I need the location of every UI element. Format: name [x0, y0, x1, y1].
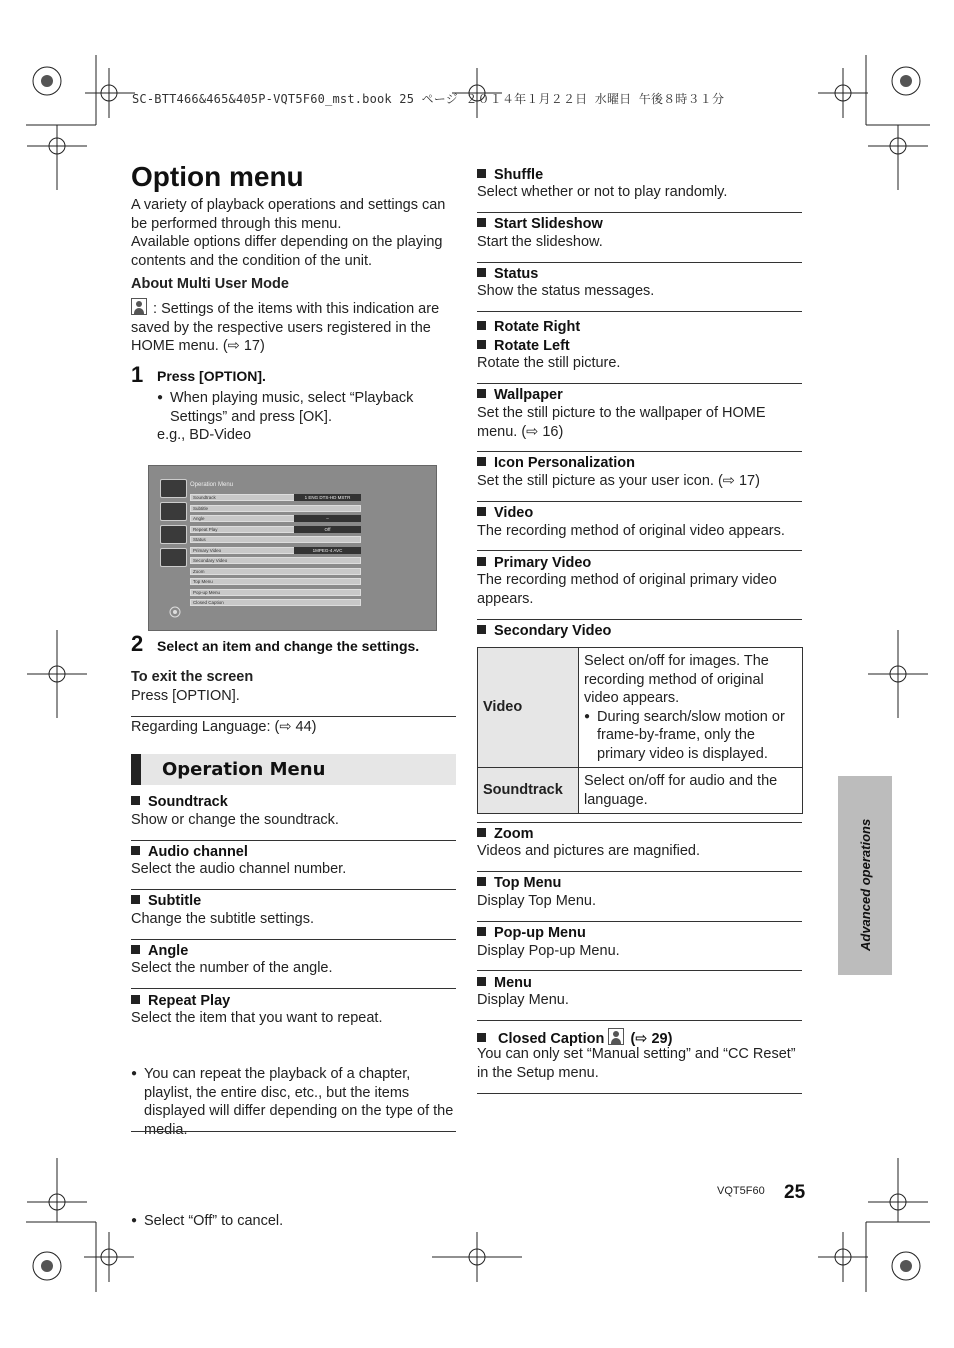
divider — [131, 889, 456, 890]
side-tab — [838, 776, 892, 975]
divider — [131, 939, 456, 940]
item-title: Shuffle — [477, 166, 802, 184]
exit-heading: To exit the screen — [131, 669, 254, 685]
intro-text: A variety of playback operations and settings can be performed through this menu. Available options differ depending on the playing contents and the condition of the unit. — [131, 197, 446, 269]
music-icon — [160, 525, 187, 544]
page-title: Option menu — [131, 161, 304, 192]
footer-code: VQT5F60 — [717, 1185, 765, 1197]
multi-user-heading: About Multi User Mode — [131, 276, 289, 292]
divider — [131, 988, 456, 989]
item-title: Rotate Right — [477, 318, 802, 336]
shot-value: 1MPEG-4 AVC — [294, 547, 361, 554]
divider — [477, 619, 802, 620]
disc-icon — [160, 502, 187, 521]
shot-row: Closed Caption — [190, 599, 361, 606]
divider — [477, 1020, 802, 1021]
item-desc: Rotate the still picture. — [477, 355, 621, 371]
shot-row: Primary Video — [190, 547, 361, 554]
shot-row: Soundtrack — [190, 494, 361, 501]
item-desc: Set the still picture to the wallpaper of HOME menu. (⇨ 16) — [477, 405, 766, 440]
item-title: Status — [477, 265, 802, 283]
item-title: Primary Video — [477, 554, 802, 572]
shot-row: Zoom — [190, 568, 361, 575]
divider — [477, 383, 802, 384]
remote-ok-icon — [161, 606, 191, 622]
table-cell-label: Soundtrack — [478, 768, 579, 814]
screenshot-title: Operation Menu — [190, 482, 234, 488]
divider — [477, 871, 802, 872]
divider — [477, 550, 802, 551]
item-desc: Select the item that you want to repeat. — [131, 1010, 383, 1026]
item-title: Closed Caption (⇨ 29) — [477, 1028, 802, 1048]
shot-row: Pop-up Menu — [190, 589, 361, 596]
item-desc: Videos and pictures are magnified. — [477, 843, 701, 859]
shot-row: Secondary Video — [190, 557, 361, 564]
item-desc: Set the still picture as your user icon. (⇨ 17) — [477, 473, 760, 489]
divider — [477, 212, 802, 213]
divider — [477, 451, 802, 452]
multi-user-text: : Settings of the items with this indication are saved by the respective users registered in the HOME menu. (⇨ 17) — [131, 298, 456, 356]
page-number: 25 — [784, 1182, 806, 1203]
item-title: Video — [477, 504, 802, 522]
side-tab-label: Advanced operations — [858, 818, 873, 951]
step-2-number: 2 — [131, 631, 144, 656]
item-title: Start Slideshow — [477, 215, 802, 233]
print-header: SC-BTT466&465&405P-VQT5F60_mst.book 25 ページ ２０１４年１月２２日 水曜日 午後８時３１分 — [132, 92, 725, 106]
shot-value: Off — [294, 526, 361, 533]
section-title-bar — [131, 754, 456, 785]
step-1-bullet: ● When playing music, select “Playback Settings” and press [OK]. — [157, 389, 460, 426]
item-title: Soundtrack — [131, 793, 456, 811]
item-title: Wallpaper — [477, 386, 802, 404]
shot-value: – — [294, 515, 361, 522]
item-title: Menu — [477, 974, 802, 992]
item-title: Top Menu — [477, 874, 802, 892]
repeat-bullet: ● You can repeat the playback of a chapter, playlist, the entire disc, etc., but the items displayed will differ depending on the type of the media. — [131, 1065, 456, 1139]
divider — [131, 716, 456, 717]
shot-row: Top Menu — [190, 578, 361, 585]
secondary-video-table — [477, 647, 803, 814]
item-desc: You can only set “Manual setting” and “CC Reset” in the Setup menu. — [477, 1046, 796, 1081]
user-icon — [131, 298, 147, 315]
item-title: Pop-up Menu — [477, 924, 802, 942]
picture-icon — [160, 548, 187, 567]
shot-row: Repeat Play — [190, 526, 361, 533]
divider — [477, 262, 802, 263]
divider — [477, 311, 802, 312]
item-desc: Select the audio channel number. — [131, 861, 347, 877]
operation-menu-screenshot — [148, 465, 437, 631]
exit-text: Press [OPTION]. — [131, 688, 240, 704]
table-row — [478, 768, 803, 814]
item-title: Repeat Play — [131, 992, 456, 1010]
step-2-text: Select an item and change the settings. — [157, 638, 420, 654]
item-desc: Show or change the soundtrack. — [131, 812, 339, 828]
item-desc: Display Pop-up Menu. — [477, 943, 620, 959]
item-desc: The recording method of original video appears. — [477, 523, 785, 539]
step-1-example: e.g., BD-Video — [157, 427, 252, 443]
item-title: Zoom — [477, 825, 802, 843]
item-desc: Display Menu. — [477, 992, 569, 1008]
section-title: Operation Menu — [162, 759, 326, 780]
divider — [477, 921, 802, 922]
language-note: Regarding Language: (⇨ 44) — [131, 719, 317, 735]
table-cell: Select on/off for images. The recording method of original video appears. ● During search/slow motion or frame-by-frame, only the primary video is displayed. — [579, 648, 803, 768]
shot-row: Status — [190, 536, 361, 543]
divider — [477, 501, 802, 502]
item-desc: Display Top Menu. — [477, 893, 597, 909]
table-cell-label: Video — [478, 648, 579, 768]
item-title: Subtitle — [131, 892, 456, 910]
repeat-bullet: ● Select “Off” to cancel. — [131, 1212, 469, 1231]
divider — [477, 1093, 802, 1094]
table-row — [478, 648, 803, 768]
user-icon — [608, 1028, 624, 1045]
divider — [477, 822, 802, 823]
item-title: Audio channel — [131, 843, 456, 861]
divider — [131, 840, 456, 841]
shot-value: 1 ENG DTS-HD MSTR — [294, 494, 361, 501]
table-cell: Select on/off for audio and the language. — [579, 768, 803, 814]
video-icon — [160, 479, 187, 498]
divider — [131, 1131, 456, 1132]
item-desc: Select whether or not to play randomly. — [477, 184, 728, 200]
divider — [477, 970, 802, 971]
item-desc: Change the subtitle settings. — [131, 911, 314, 927]
item-title: Angle — [131, 942, 456, 960]
item-desc: The recording method of original primary video appears. — [477, 572, 777, 607]
item-title: Rotate Left — [477, 337, 802, 355]
step-1-text: Press [OPTION]. — [157, 368, 266, 384]
item-desc: Select the number of the angle. — [131, 960, 333, 976]
item-title: Icon Personalization — [477, 454, 802, 472]
shot-row: Subtitle — [190, 505, 361, 512]
step-1-number: 1 — [131, 362, 144, 387]
item-title: Secondary Video — [477, 622, 802, 640]
shot-row: Angle — [190, 515, 361, 522]
item-desc: Show the status messages. — [477, 283, 655, 299]
item-desc: Start the slideshow. — [477, 234, 603, 250]
